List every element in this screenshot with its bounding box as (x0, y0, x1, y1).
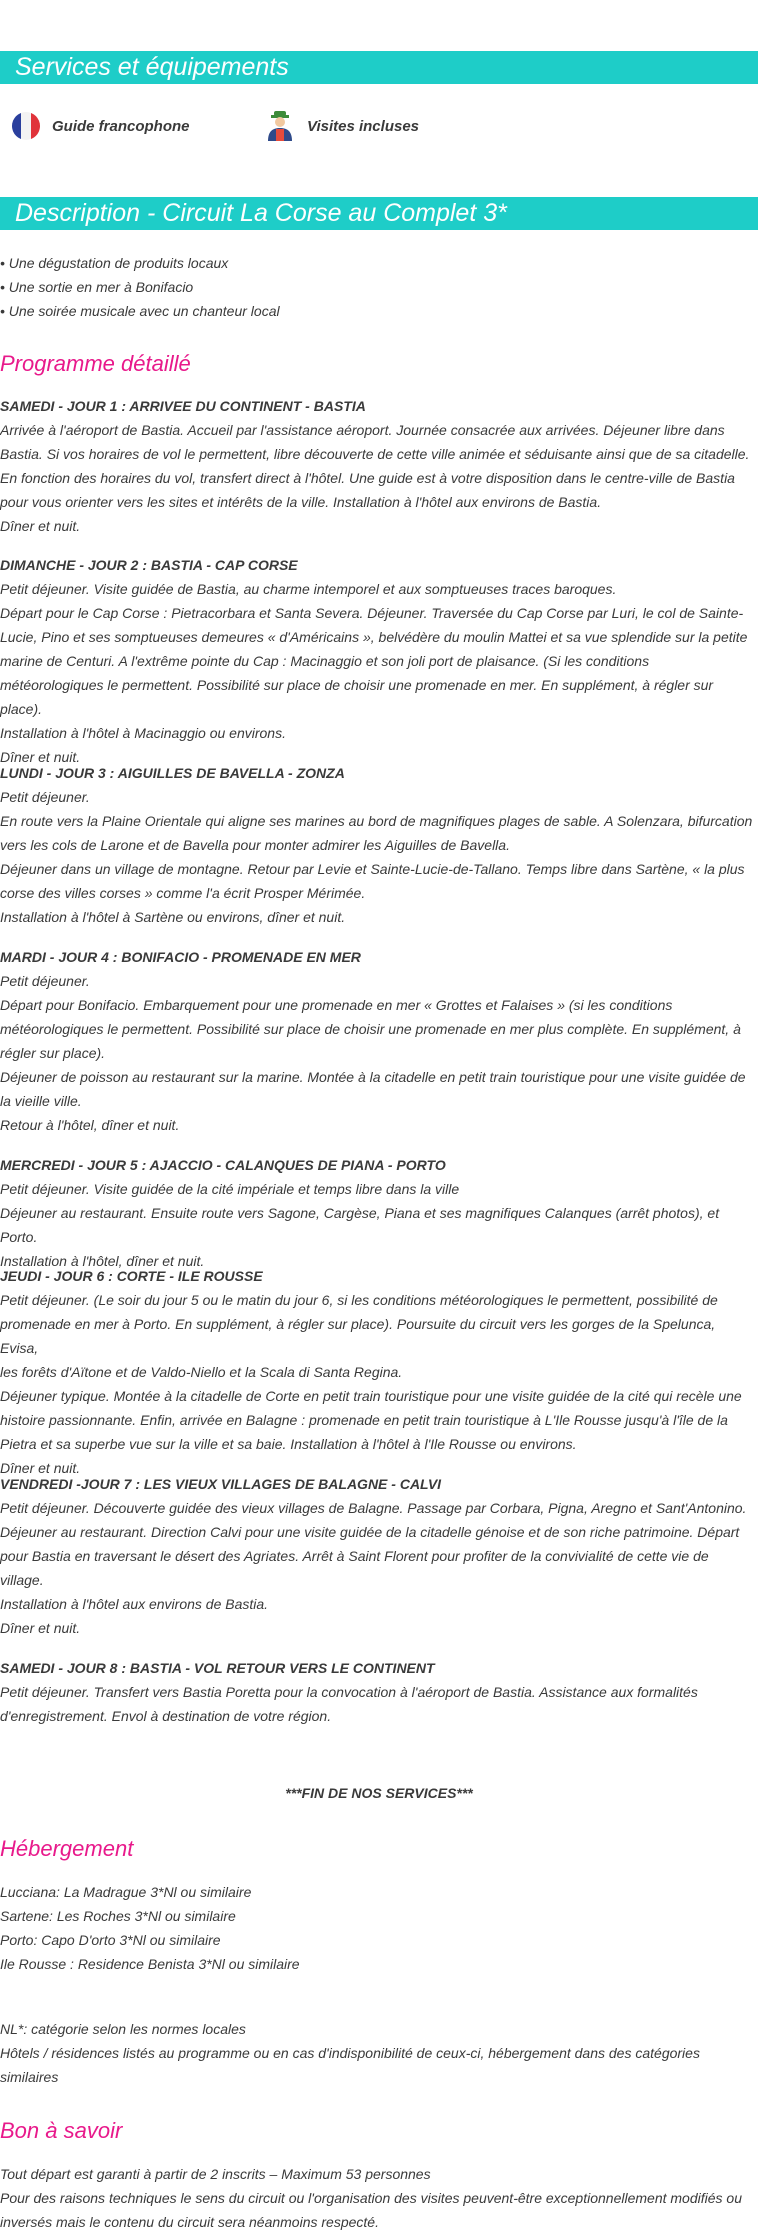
day-5 (0, 1153, 756, 1273)
day-line: Petit déjeuner. Visite guidée de Bastia, au charme intemporel et aux somptueuses traces baroques. (0, 581, 617, 597)
day-line: Dîner et nuit. (0, 1460, 81, 1476)
day-line: Arrivée à l'aéroport de Bastia. Accueil par l'assistance aéroport. Journée consacrée aux arrivées. Déjeuner libre dans (0, 422, 725, 438)
note-line: NL*: catégorie selon les normes locales (0, 2021, 246, 2037)
day-line: Installation à l'hôtel à Sartène ou environs, dîner et nuit. (0, 909, 346, 925)
day-line: En route vers la Plaine Orientale qui aligne ses marines au bord de magnifiques plages de sable. A Solenzara, bifurcation (0, 813, 753, 829)
day-line: les forêts d'Aïtone et de Valdo-Niello et la Scala di Santa Regina. (0, 1364, 403, 1380)
note-line: similaires (0, 2069, 59, 2085)
day-title: MERCREDI - JOUR 5 : AJACCIO - CALANQUES DE PIANA - PORTO (0, 1157, 446, 1173)
day-title: DIMANCHE - JOUR 2 : BASTIA - CAP CORSE (0, 557, 298, 573)
day-line: Dîner et nuit. (0, 518, 81, 534)
day-line: Petit déjeuner. Visite guidée de la cité impériale et temps libre dans la ville (0, 1181, 460, 1197)
day-line: Dîner et nuit. (0, 749, 81, 765)
day-line: promenade en mer à Porto. En supplément, à régler sur place). Poursuite du circuit vers les gorges de la Spelunca, Evisa, (0, 1316, 716, 1356)
day-line: Bastia. Si vos horaires de vol le permettent, libre découverte de cette ville animée et séduisante ainsi que de sa citadelle. (0, 446, 750, 462)
service-item-guide (12, 104, 190, 148)
day-line: Déjeuner typique. Montée à la citadelle de Corte en petit train touristique pour une visite guidée de la cité qui recèle une (0, 1388, 742, 1404)
day-line: météorologiques le permettent. Possibilité sur place de choisir une promenade en mer plus complète. En supplément, à (0, 1021, 741, 1037)
day-line: En fonction des horaires du vol, transfert direct à l'hôtel. Une guide est à votre disposition dans le centre-ville de Bastia (0, 470, 735, 486)
day-title: JEUDI - JOUR 6 : CORTE - ILE ROUSSE (0, 1268, 263, 1284)
day-line: pour Bastia en traversant le désert des Agriates. Arrêt à Saint Florent pour profiter de la convivialité de cette vie de (0, 1548, 709, 1564)
hotel-item: Lucciana: La Madrague 3*Nl ou similaire (0, 1884, 252, 1900)
day-line: corse des villes corses » comme l'a écrit Prosper Mérimée. (0, 885, 366, 901)
day-title: SAMEDI - JOUR 1 : ARRIVEE DU CONTINENT - BASTIA (0, 398, 366, 414)
day-line: Départ pour le Cap Corse : Pietracorbara et Santa Severa. Déjeuner. Traversée du Cap Corse par Luri, le col de Sainte- (0, 605, 744, 621)
programme-heading: Programme détaillé (0, 351, 191, 376)
bon-a-savoir-text (0, 2162, 756, 2234)
day-line: Déjeuner de poisson au restaurant sur la marine. Montée à la citadelle en petit train touristique pour une visite guidée de (0, 1069, 746, 1085)
bullet-item: • Une dégustation de produits locaux (0, 255, 229, 271)
hotel-item: Sartene: Les Roches 3*Nl ou similaire (0, 1908, 236, 1924)
day-6 (0, 1264, 756, 1480)
day-title: MARDI - JOUR 4 : BONIFACIO - PROMENADE EN MER (0, 949, 361, 965)
day-line: Installation à l'hôtel aux environs de Bastia. (0, 1596, 269, 1612)
description-bullets (0, 251, 758, 323)
day-line: Déjeuner au restaurant. Direction Calvi pour une visite guidée de la citadelle génoise et de son riche patrimoine. Départ (0, 1524, 740, 1540)
day-line: Départ pour Bonifacio. Embarquement pour une promenade en mer « Grottes et Falaises » (si les conditions (0, 997, 673, 1013)
services-list (0, 104, 758, 148)
day-2 (0, 553, 756, 769)
description-section-title: Description - Circuit La Corse au Complet 3* (0, 197, 758, 230)
bon-a-savoir-heading: Bon à savoir (0, 2118, 123, 2143)
day-line: Déjeuner dans un village de montagne. Retour par Levie et Sainte-Lucie-de-Tallano. Temps libre dans Sartène, « la plus (0, 861, 745, 877)
day-line: Lucie, Pino et ses somptueuses demeures « d'Américains », belvédère du moulin Mattei et sa vue splendide sur la petite (0, 629, 748, 645)
note-line: Hôtels / résidences listés au programme ou en cas d'indisponibilité de ceux-ci, hébergement dans des catégories (0, 2045, 700, 2061)
day-line: village. (0, 1572, 44, 1588)
day-line: Installation à l'hôtel, dîner et nuit. (0, 1253, 205, 1269)
hebergement-heading: Hébergement (0, 1836, 134, 1861)
end-of-services-note: ***FIN DE NOS SERVICES*** (285, 1785, 473, 1801)
day-line: Installation à l'hôtel à Macinaggio ou environs. (0, 725, 286, 741)
day-1 (0, 394, 756, 538)
day-line: Petit déjeuner. (0, 973, 90, 989)
hotel-list (0, 1880, 756, 1976)
france-flag-icon (12, 112, 40, 140)
guide-person-icon (265, 109, 295, 143)
day-line: Déjeuner au restaurant. Ensuite route vers Sagone, Cargèse, Piana et ses magnifiques Calanques (arrêt photos), et Porto. (0, 1205, 720, 1245)
day-line: marine de Centuri. A l'extrême pointe du Cap : Macinaggio et son joli port de plaisance. (Si les conditions (0, 653, 650, 669)
bullet-item: • Une soirée musicale avec un chanteur local (0, 303, 280, 319)
info-line: inversés mais le contenu du circuit sera néanmoins respecté. (0, 2214, 379, 2230)
day-title: LUNDI - JOUR 3 : AIGUILLES DE BAVELLA - ZONZA (0, 765, 345, 781)
hotel-item: Ile Rousse : Residence Benista 3*Nl ou similaire (0, 1956, 300, 1972)
service-label: Guide francophone (52, 117, 190, 135)
day-line: la vieille ville. (0, 1093, 82, 1109)
day-line: Petit déjeuner. Découverte guidée des vieux villages de Balagne. Passage par Corbara, Pigna, Aregno et Sant'Antonino. (0, 1500, 747, 1516)
day-8 (0, 1656, 756, 1728)
day-title: SAMEDI - JOUR 8 : BASTIA - VOL RETOUR VERS LE CONTINENT (0, 1660, 435, 1676)
day-title: VENDREDI -JOUR 7 : LES VIEUX VILLAGES DE BALAGNE - CALVI (0, 1476, 442, 1492)
day-line: pour vous orienter vers les sites et intérêts de la ville. Installation à l'hôtel aux environs de Bastia. (0, 494, 602, 510)
day-line: Dîner et nuit. (0, 1620, 81, 1636)
day-line: Petit déjeuner. (Le soir du jour 5 ou le matin du jour 6, si les conditions météorologiques le permettent, possibilité de (0, 1292, 718, 1308)
day-line: d'enregistrement. Envol à destination de votre région. (0, 1708, 332, 1724)
hebergement-notes (0, 2017, 756, 2089)
info-line: Pour des raisons techniques le sens du circuit ou l'organisation des visites peuvent-être exceptionnellement modifiés ou (0, 2190, 742, 2206)
day-line: régler sur place). (0, 1045, 106, 1061)
service-item-visites (265, 104, 419, 148)
services-section-title: Services et équipements (0, 51, 758, 84)
hotel-item: Porto: Capo D'orto 3*Nl ou similaire (0, 1932, 221, 1948)
day-line: Petit déjeuner. Transfert vers Bastia Poretta pour la convocation à l'aéroport de Bastia. Assistance aux formalités (0, 1684, 698, 1700)
day-line: météorologiques le permettent. Possibilité sur place de choisir une promenade en mer. En supplément, à régler sur place). (0, 677, 714, 717)
bullet-item: • Une sortie en mer à Bonifacio (0, 279, 194, 295)
day-7 (0, 1472, 756, 1640)
info-line: Tout départ est garanti à partir de 2 inscrits – Maximum 53 personnes (0, 2166, 431, 2182)
day-3 (0, 761, 756, 929)
service-label: Visites incluses (307, 117, 420, 135)
day-line: histoire passionnante. Enfin, arrivée en Balagne : promenade en petit train touristique à L'Ile Rousse jusqu'à l'île de la (0, 1412, 728, 1428)
day-line: Petit déjeuner. (0, 789, 90, 805)
day-line: vers les cols de Larone et de Bavella pour monter admirer les Aiguilles de Bavella. (0, 837, 510, 853)
day-4 (0, 945, 756, 1137)
day-line: Pietra et sa superbe vue sur la ville et sa baie. Installation à l'hôtel à l'Ile Rousse ou environs. (0, 1436, 577, 1452)
day-line: Retour à l'hôtel, dîner et nuit. (0, 1117, 180, 1133)
